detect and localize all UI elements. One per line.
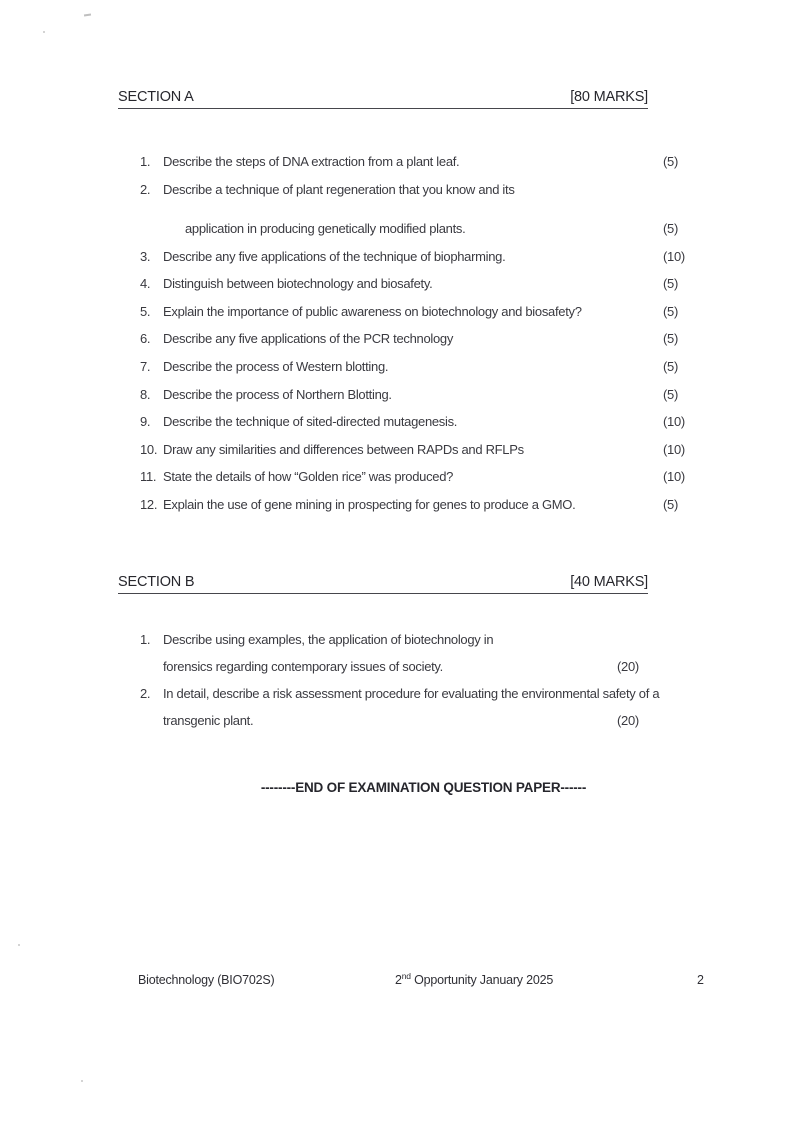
scan-artifact xyxy=(18,944,20,946)
question-row xyxy=(140,712,764,732)
question-row xyxy=(140,153,764,173)
question-text: Draw any similarities and differences between RAPDs and RFLPs xyxy=(163,442,524,457)
question-text: application in producing genetically modified plants. xyxy=(185,221,466,236)
question-row xyxy=(140,631,764,651)
footer-session-ordinal: nd xyxy=(401,970,411,981)
question-marks: (10) xyxy=(663,414,685,429)
question-number: 8. xyxy=(140,387,151,402)
question-number: 10. xyxy=(140,442,158,457)
section-b-header xyxy=(118,574,648,594)
question-text: Explain the use of gene mining in prospecting for genes to produce a GMO. xyxy=(163,497,576,512)
question-row xyxy=(140,181,764,201)
question-number: 9. xyxy=(140,414,151,429)
question-text: Describe a technique of plant regeneration that you know and its xyxy=(163,182,515,197)
question-marks: (5) xyxy=(663,304,678,319)
question-text: State the details of how “Golden rice” was produced? xyxy=(163,469,454,484)
question-text: Explain the importance of public awareness on biotechnology and biosafety? xyxy=(163,304,582,319)
footer-course: Biotechnology (BIO702S) xyxy=(138,973,275,987)
question-number: 1. xyxy=(140,154,151,169)
question-number: 12. xyxy=(140,497,158,512)
question-row xyxy=(140,330,764,350)
question-marks: (5) xyxy=(663,387,678,402)
section-b-title: SECTION B xyxy=(118,574,195,590)
scan-artifact xyxy=(84,14,91,17)
question-number: 11. xyxy=(140,469,157,484)
end-of-paper-line: --------END OF EXAMINATION QUESTION PAPER------ xyxy=(260,780,587,795)
question-row xyxy=(140,275,764,295)
question-marks: (20) xyxy=(617,713,639,728)
question-number: 3. xyxy=(140,249,151,264)
question-text: transgenic plant. xyxy=(163,713,254,728)
question-row xyxy=(140,220,764,240)
question-text: Describe the technique of sited-directed mutagenesis. xyxy=(163,414,458,429)
question-marks: (10) xyxy=(663,469,685,484)
question-text: Describe using examples, the application of biotechnology in xyxy=(163,632,494,647)
question-marks: (5) xyxy=(663,221,678,236)
question-row xyxy=(140,413,764,433)
question-row xyxy=(140,658,764,678)
question-marks: (5) xyxy=(663,276,678,291)
question-row xyxy=(140,441,764,461)
question-row xyxy=(140,685,764,705)
question-number: 6. xyxy=(140,331,151,346)
question-number: 2. xyxy=(140,686,151,701)
question-row xyxy=(140,386,764,406)
question-text: Distinguish between biotechnology and biosafety. xyxy=(163,276,433,291)
footer-session-prefix: 2 xyxy=(395,973,402,987)
question-number: 4. xyxy=(140,276,151,291)
question-number: 7. xyxy=(140,359,151,374)
section-a-title: SECTION A xyxy=(118,89,194,105)
footer-session-rest: Opportunity January 2025 xyxy=(410,973,554,987)
question-marks: (5) xyxy=(663,154,678,169)
question-number: 5. xyxy=(140,304,151,319)
footer-session xyxy=(395,970,554,987)
question-text: Describe any five applications of the technique of biopharming. xyxy=(163,249,506,264)
section-a-header xyxy=(118,89,648,109)
question-row xyxy=(140,303,764,323)
scan-artifact xyxy=(43,31,45,33)
question-row xyxy=(140,496,764,516)
question-text: forensics regarding contemporary issues of society. xyxy=(163,659,443,674)
question-number: 1. xyxy=(140,632,151,647)
question-row xyxy=(140,468,764,488)
question-marks: (5) xyxy=(663,331,678,346)
question-marks: (20) xyxy=(617,659,639,674)
question-row xyxy=(140,358,764,378)
section-b-marks-label: [40 MARKS] xyxy=(570,574,648,590)
question-text: Describe any five applications of the PCR technology xyxy=(163,331,454,346)
question-text: Describe the steps of DNA extraction from a plant leaf. xyxy=(163,154,460,169)
question-row xyxy=(140,248,764,268)
question-marks: (10) xyxy=(663,249,685,264)
question-marks: (5) xyxy=(663,359,678,374)
section-a-marks-label: [80 MARKS] xyxy=(570,89,648,105)
question-text: Describe the process of Northern Blotting. xyxy=(163,387,392,402)
footer-page-number: 2 xyxy=(697,973,704,987)
question-text: In detail, describe a risk assessment procedure for evaluating the environmental safety of a xyxy=(163,686,660,701)
question-number: 2. xyxy=(140,182,151,197)
question-text: Describe the process of Western blotting. xyxy=(163,359,389,374)
question-marks: (10) xyxy=(663,442,685,457)
question-marks: (5) xyxy=(663,497,678,512)
scan-artifact xyxy=(81,1080,83,1082)
